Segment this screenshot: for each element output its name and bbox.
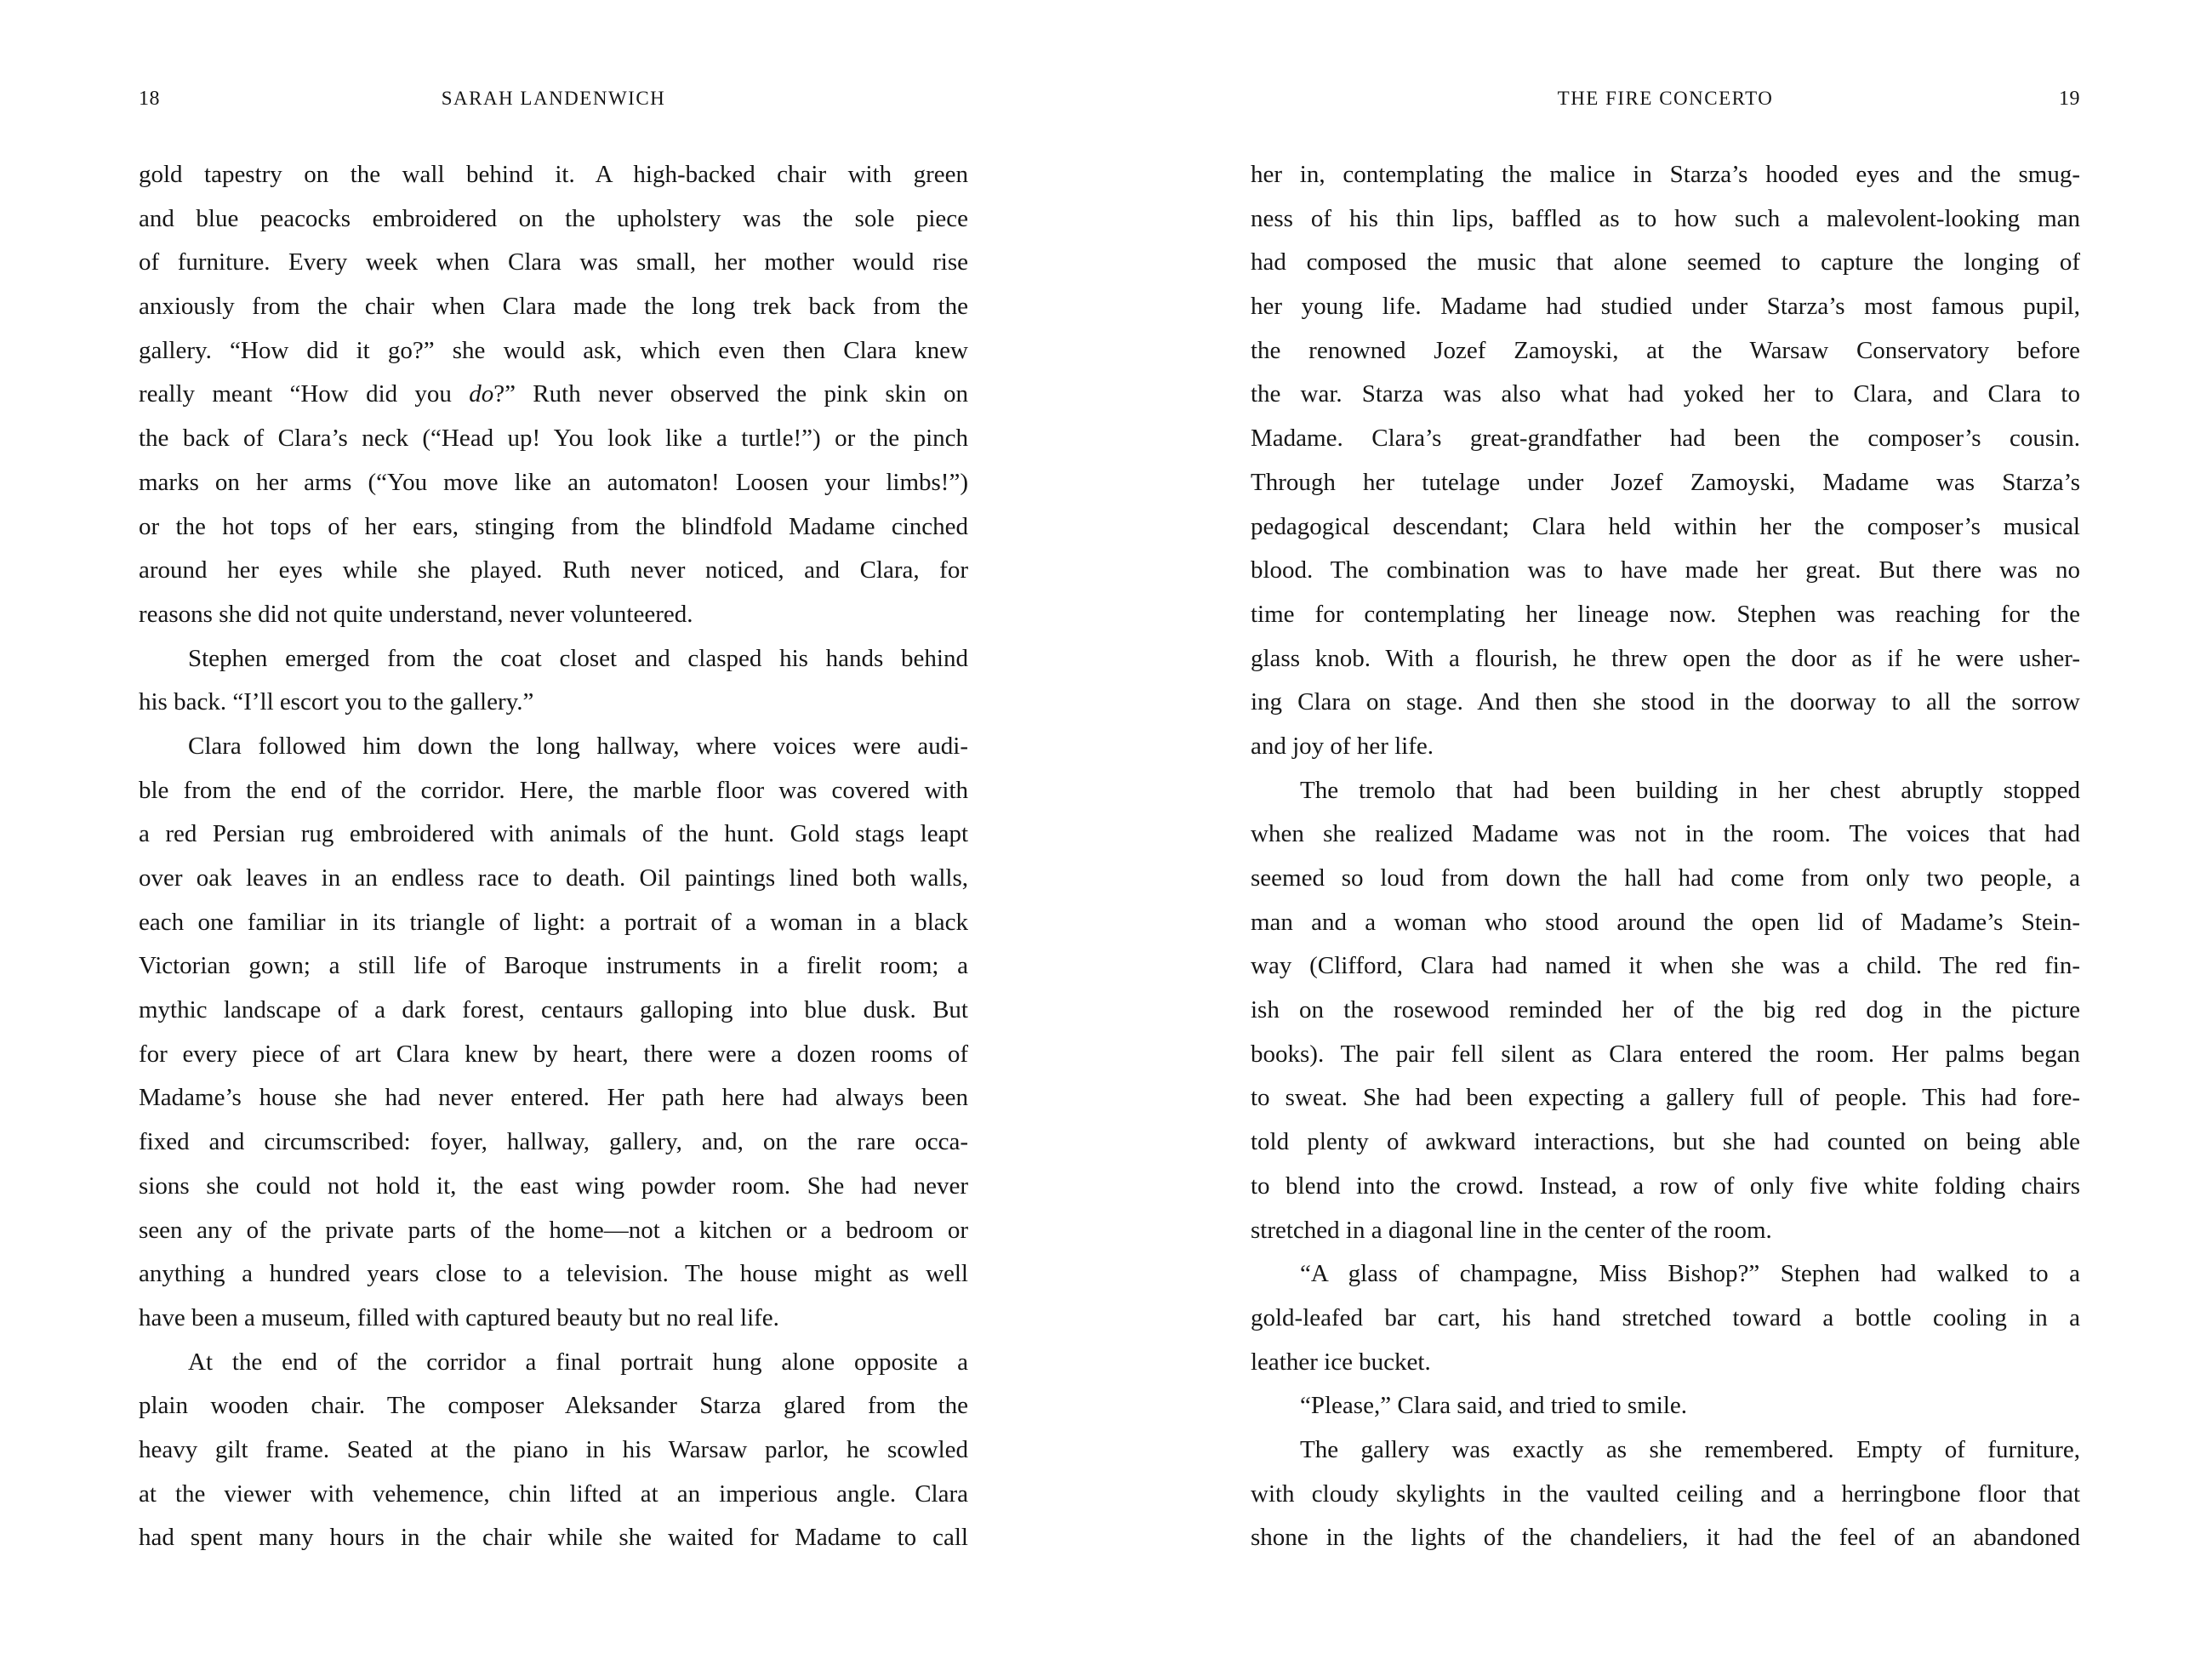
text-line: [139, 989, 968, 1033]
text-line: [1251, 1428, 2080, 1473]
text-line: [1251, 549, 2080, 593]
text-segment: when she realized Madame was not in the room. The voices that had: [1251, 820, 2080, 848]
text-segment: Clara followed him down the long hallway, where voices were audi-: [188, 732, 968, 760]
text-segment: and joy of her life.: [1251, 732, 1434, 760]
text-line: [1251, 1120, 2080, 1165]
text-line: [1251, 197, 2080, 242]
text-segment: fixed and circumscribed: foyer, hallway, gallery, and, on the rare occa-: [139, 1128, 968, 1156]
text-line: [1251, 505, 2080, 550]
text-segment: seen any of the private parts of the home—not a kitchen or a bedroom or: [139, 1216, 968, 1244]
text-line: [1251, 637, 2080, 681]
text-line: [139, 1428, 968, 1473]
running-head-title: THE FIRE CONCERTO: [1557, 88, 1774, 109]
text-line: [139, 153, 968, 197]
text-line: [1251, 285, 2080, 329]
text-line: [139, 241, 968, 285]
text-line: [139, 681, 968, 725]
text-line: [1251, 329, 2080, 373]
text-segment: told plenty of awkward interactions, but she had counted on being able: [1251, 1128, 2080, 1156]
text-line: [1251, 1165, 2080, 1209]
text-line: [139, 1473, 968, 1517]
text-line: [1251, 989, 2080, 1033]
text-line: [139, 1252, 968, 1297]
text-line: [139, 769, 968, 813]
page-header-right: [1251, 85, 2080, 112]
text-line: [139, 725, 968, 769]
text-line: [1251, 153, 2080, 197]
text-segment: reasons she did not quite understand, never volunteered.: [139, 600, 693, 628]
page-header-left: [139, 85, 968, 112]
page-number-right: 19: [2059, 88, 2080, 110]
text-line: [139, 812, 968, 857]
text-segment: blood. The combination was to have made her great. But there was no: [1251, 556, 2080, 584]
text-segment: heavy gilt frame. Seated at the piano in his Warsaw parlor, he scowled: [139, 1435, 968, 1463]
text-line: [139, 857, 968, 901]
text-line: [139, 593, 968, 637]
text-line: [1251, 593, 2080, 637]
text-segment: have been a museum, filled with captured beauty but no real life.: [139, 1303, 779, 1331]
text-line: [139, 329, 968, 373]
text-segment: had composed the music that alone seemed to capture the longing of: [1251, 248, 2080, 276]
text-line: [139, 901, 968, 945]
text-segment: her young life. Madame had studied under Starza’s most famous pupil,: [1251, 293, 2080, 321]
text-segment: at the viewer with vehemence, chin lifted at an imperious angle. Clara: [139, 1479, 968, 1508]
text-segment: for every piece of art Clara knew by heart, there were a dozen rooms of: [139, 1040, 968, 1068]
text-segment: man and a woman who stood around the open lid of Madame’s Stein-: [1251, 908, 2080, 936]
text-line: [139, 1341, 968, 1385]
text-segment: anxiously from the chair when Clara made the long trek back from the: [139, 293, 968, 321]
page-right: [1251, 0, 2080, 1659]
text-line: [139, 1076, 968, 1120]
text-line: [1251, 1033, 2080, 1077]
text-segment: seemed so loud from down the hall had come from only two people, a: [1251, 864, 2080, 892]
text-line: [1251, 1297, 2080, 1341]
text-line: [139, 944, 968, 989]
text-line: [1251, 461, 2080, 505]
text-segment: The gallery was exactly as she remembered. Empty of furniture,: [1300, 1435, 2080, 1463]
text-segment: Through her tutelage under Jozef Zamoyski, Madame was Starza’s: [1251, 468, 2080, 496]
body-text-right: [1251, 153, 2080, 1560]
text-line: [1251, 1516, 2080, 1560]
text-segment: the war. Starza was also what had yoked her to Clara, and Clara to: [1251, 380, 2080, 408]
text-segment: the back of Clara’s neck (“Head up! You look like a turtle!”) or the pinch: [139, 425, 968, 453]
body-text-left: [139, 153, 968, 1560]
text-line: [139, 1516, 968, 1560]
text-line: [1251, 1076, 2080, 1120]
text-segment: ?” Ruth never observed the pink skin on: [493, 380, 968, 408]
text-line: [1251, 1252, 2080, 1297]
text-line: [139, 285, 968, 329]
text-line: [1251, 725, 2080, 769]
text-segment: sions she could not hold it, the east wing powder room. She had never: [139, 1172, 968, 1200]
text-line: [139, 505, 968, 550]
text-segment: gold tapestry on the wall behind it. A high-backed chair with green: [139, 161, 968, 188]
text-segment: ness of his thin lips, baffled as to how such a malevolent-looking man: [1251, 204, 2080, 232]
text-segment: glass knob. With a flourish, he threw open the door as if he were usher-: [1251, 644, 2080, 672]
text-segment: the renowned Jozef Zamoyski, at the Warsaw Conservatory before: [1251, 336, 2080, 364]
text-line: [139, 417, 968, 461]
text-segment: stretched in a diagonal line in the center of the room.: [1251, 1216, 1772, 1244]
text-segment: The tremolo that had been building in her chest abruptly stopped: [1300, 776, 2080, 804]
text-line: [1251, 901, 2080, 945]
text-segment: shone in the lights of the chandeliers, it had the feel of an abandoned: [1251, 1524, 2080, 1552]
text-segment: a red Persian rug embroidered with animals of the hunt. Gold stags leapt: [139, 820, 968, 848]
text-line: [139, 1384, 968, 1428]
text-segment: really meant “How did you: [139, 380, 470, 408]
text-segment: “A glass of champagne, Miss Bishop?” Stephen had walked to a: [1300, 1260, 2080, 1288]
text-segment: leather ice bucket.: [1251, 1348, 1431, 1376]
text-line: [1251, 373, 2080, 417]
text-line: [1251, 1384, 2080, 1428]
text-segment: or the hot tops of her ears, stinging from the blindfold Madame cinched: [139, 512, 968, 540]
text-segment: At the end of the corridor a final portrait hung alone opposite a: [188, 1348, 968, 1376]
text-line: [139, 637, 968, 681]
text-segment: ble from the end of the corridor. Here, the marble floor was covered with: [139, 776, 968, 804]
text-segment: books). The pair fell silent as Clara entered the room. Her palms began: [1251, 1040, 2080, 1068]
text-segment: gallery. “How did it go?” she would ask, which even then Clara knew: [139, 336, 968, 364]
text-segment: way (Clifford, Clara had named it when she was a child. The red fin-: [1251, 952, 2080, 980]
text-segment: around her eyes while she played. Ruth never noticed, and Clara, for: [139, 556, 968, 584]
page-left: [139, 0, 968, 1659]
text-segment: “Please,” Clara said, and tried to smile.: [1300, 1392, 1687, 1420]
text-line: [1251, 1341, 2080, 1385]
text-segment: had spent many hours in the chair while she waited for Madame to call: [139, 1524, 968, 1552]
text-segment: plain wooden chair. The composer Aleksander Starza glared from the: [139, 1392, 968, 1420]
text-line: [139, 461, 968, 505]
text-line: [1251, 1209, 2080, 1253]
italic-text: do: [469, 380, 494, 408]
text-segment: Madame. Clara’s great-grandfather had been the composer’s cousin.: [1251, 425, 2080, 453]
text-line: [139, 373, 968, 417]
text-line: [139, 1209, 968, 1253]
text-segment: with cloudy skylights in the vaulted ceiling and a herringbone floor that: [1251, 1479, 2080, 1508]
text-segment: Stephen emerged from the coat closet and clasped his hands behind: [188, 644, 968, 672]
text-line: [139, 549, 968, 593]
text-segment: time for contemplating her lineage now. Stephen was reaching for the: [1251, 600, 2080, 628]
text-segment: Madame’s house she had never entered. Her path here had always been: [139, 1084, 968, 1112]
text-segment: ish on the rosewood reminded her of the big red dog in the picture: [1251, 996, 2080, 1024]
text-line: [1251, 944, 2080, 989]
text-line: [1251, 769, 2080, 813]
text-line: [1251, 812, 2080, 857]
text-segment: over oak leaves in an endless race to death. Oil paintings lined both walls,: [139, 864, 968, 892]
text-line: [139, 1033, 968, 1077]
text-segment: Victorian gown; a still life of Baroque instruments in a firelit room; a: [139, 952, 968, 980]
text-segment: anything a hundred years close to a television. The house might as well: [139, 1260, 968, 1288]
text-segment: to sweat. She had been expecting a gallery full of people. This had fore-: [1251, 1084, 2080, 1112]
text-line: [1251, 857, 2080, 901]
text-segment: marks on her arms (“You move like an automaton! Loosen your limbs!”): [139, 468, 968, 496]
text-segment: pedagogical descendant; Clara held within her the composer’s musical: [1251, 512, 2080, 540]
text-line: [1251, 241, 2080, 285]
text-line: [1251, 1473, 2080, 1517]
text-segment: of furniture. Every week when Clara was small, her mother would rise: [139, 248, 968, 276]
text-segment: ing Clara on stage. And then she stood in the doorway to all the sorrow: [1251, 688, 2080, 716]
text-segment: mythic landscape of a dark forest, centaurs galloping into blue dusk. But: [139, 996, 968, 1024]
text-segment: his back. “I’ll escort you to the gallery.”: [139, 688, 534, 716]
text-line: [1251, 681, 2080, 725]
text-segment: gold-leafed bar cart, his hand stretched toward a bottle cooling in a: [1251, 1303, 2080, 1331]
text-line: [139, 197, 968, 242]
text-segment: to blend into the crowd. Instead, a row of only five white folding chairs: [1251, 1172, 2080, 1200]
text-line: [1251, 417, 2080, 461]
text-segment: each one familiar in its triangle of light: a portrait of a woman in a black: [139, 908, 968, 936]
text-segment: her in, contemplating the malice in Starza’s hooded eyes and the smug-: [1251, 161, 2080, 188]
text-line: [139, 1120, 968, 1165]
text-line: [139, 1297, 968, 1341]
text-line: [139, 1165, 968, 1209]
text-segment: and blue peacocks embroidered on the upholstery was the sole piece: [139, 204, 968, 232]
page-number-left: 18: [139, 88, 160, 110]
running-head-author: SARAH LANDENWICH: [441, 88, 666, 109]
